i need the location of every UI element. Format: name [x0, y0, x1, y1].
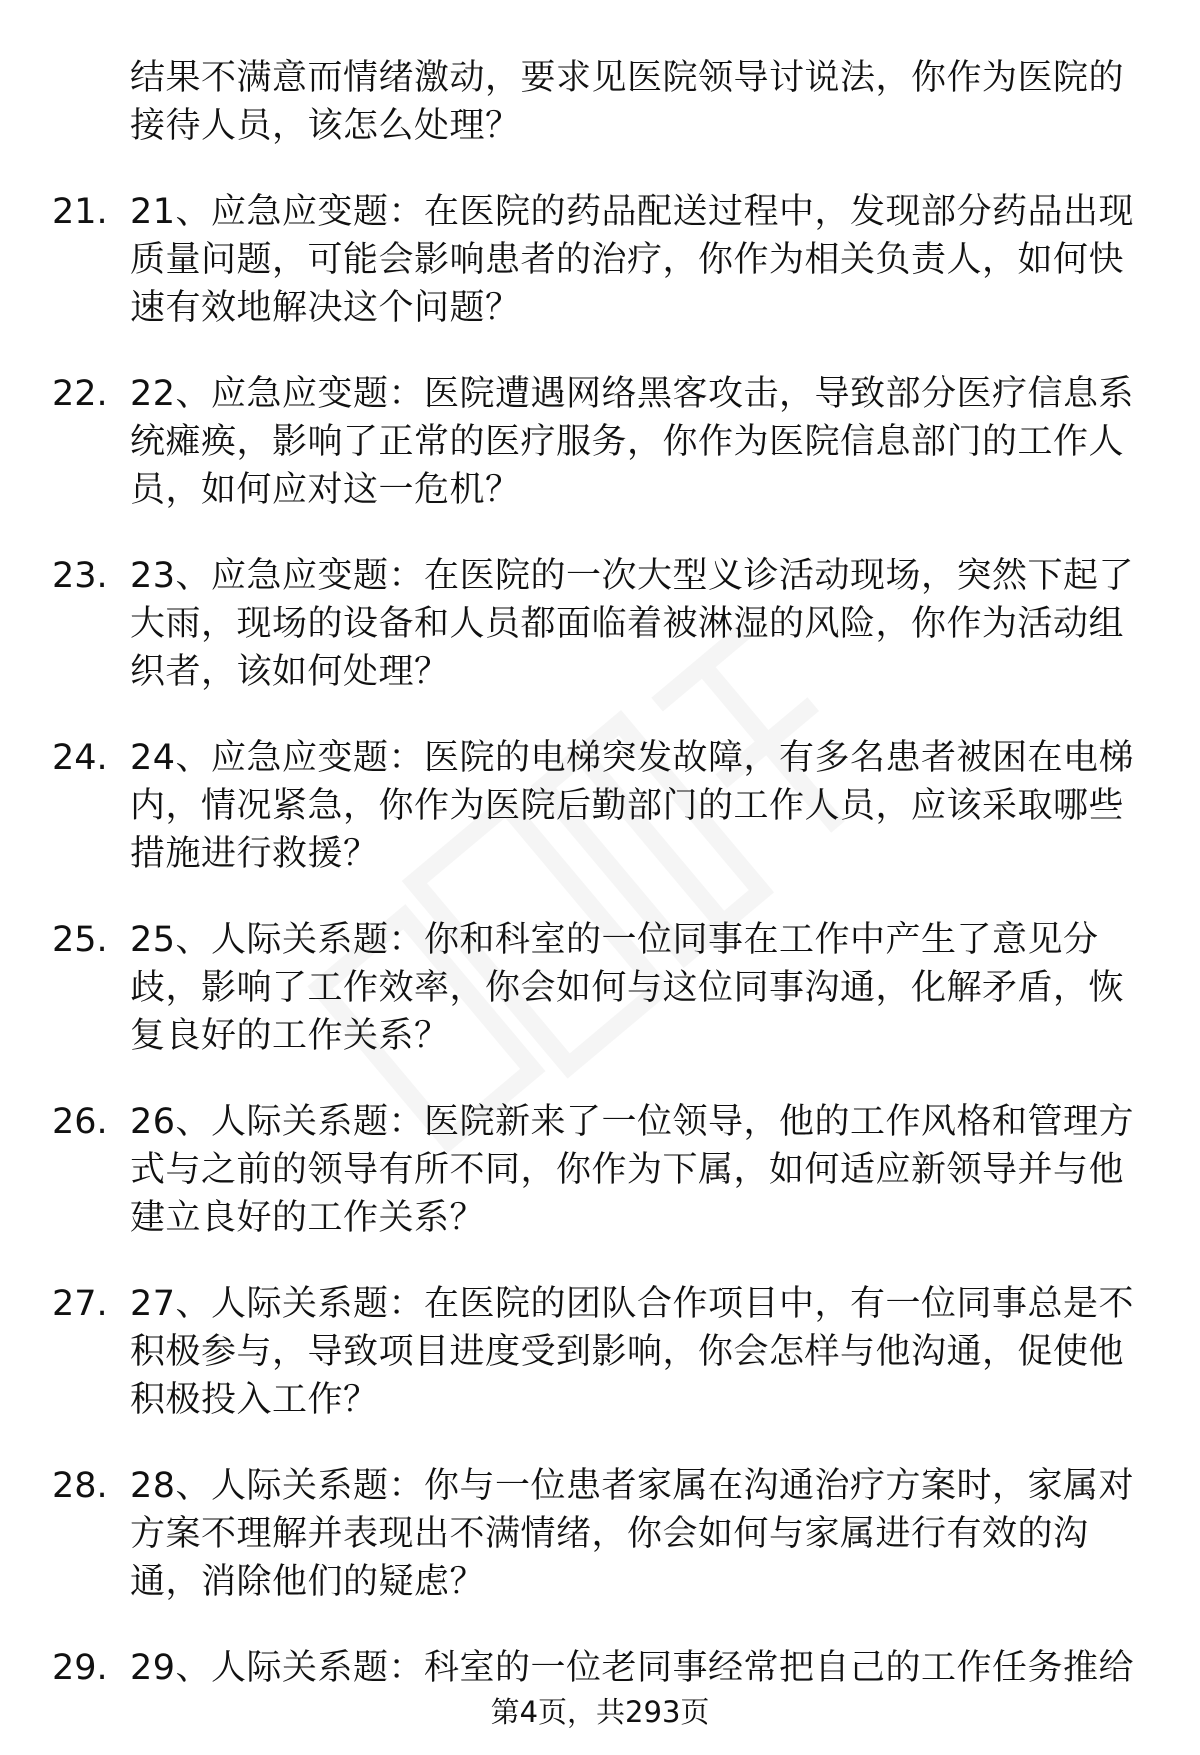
list-item [0, 916, 1200, 1060]
question-number: 23. [52, 556, 108, 596]
question-number: 21. [52, 192, 108, 232]
list-item [0, 370, 1200, 514]
question-number: 27. [52, 1284, 108, 1324]
list-item [0, 1644, 1200, 1692]
continuation-text: 结果不满意而情绪激动，要求见医院领导讨说法，你作为医院的接待人员，该怎么处理？ [130, 58, 1125, 146]
list-item [0, 1280, 1200, 1424]
question-number: 28. [52, 1466, 108, 1506]
question-number: 29. [52, 1648, 108, 1688]
page-footer: 第4页，共293页 [490, 1695, 710, 1729]
question-text: 26、人际关系题：医院新来了一位领导，他的工作风格和管理方式与之前的领导有所不同，你作为下属，如何适应新领导并与他建立良好的工作关系？ [130, 1102, 1135, 1238]
question-text: 24、应急应变题：医院的电梯突发故障，有多名患者被困在电梯内，情况紧急，你作为医院后勤部门的工作人员，应该采取哪些措施进行救援？ [130, 738, 1135, 874]
question-number: 25. [52, 920, 108, 960]
question-list [0, 54, 1200, 1692]
question-number: 26. [52, 1102, 108, 1142]
question-text: 22、应急应变题：医院遭遇网络黑客攻击，导致部分医疗信息系统瘫痪，影响了正常的医疗服务，你作为医院信息部门的工作人员，如何应对这一危机？ [130, 374, 1135, 510]
question-text: 29、人际关系题：科室的一位老同事经常把自己的工作任务推给 [130, 1648, 1135, 1688]
question-text: 25、人际关系题：你和科室的一位同事在工作中产生了意见分歧，影响了工作效率，你会如何与这位同事沟通，化解矛盾，恢复良好的工作关系？ [130, 920, 1125, 1056]
question-text: 27、人际关系题：在医院的团队合作项目中，有一位同事总是不积极参与，导致项目进度受到影响，你会怎样与他沟通，促使他积极投入工作？ [130, 1284, 1135, 1420]
question-text: 28、人际关系题：你与一位患者家属在沟通治疗方案时，家属对方案不理解并表现出不满情绪，你会如何与家属进行有效的沟通，消除他们的疑虑？ [130, 1466, 1135, 1602]
list-item [0, 552, 1200, 696]
list-item [0, 188, 1200, 332]
question-text: 21、应急应变题：在医院的药品配送过程中，发现部分药品出现质量问题，可能会影响患者的治疗，你作为相关负责人，如何快速有效地解决这个问题？ [130, 192, 1135, 328]
question-number: 24. [52, 738, 108, 778]
list-item [0, 734, 1200, 878]
list-item [0, 1098, 1200, 1242]
list-item [0, 1462, 1200, 1606]
question-text: 23、应急应变题：在医院的一次大型义诊活动现场，突然下起了大雨，现场的设备和人员都面临着被淋湿的风险，你作为活动组织者，该如何处理？ [130, 556, 1135, 692]
question-number: 22. [52, 374, 108, 414]
